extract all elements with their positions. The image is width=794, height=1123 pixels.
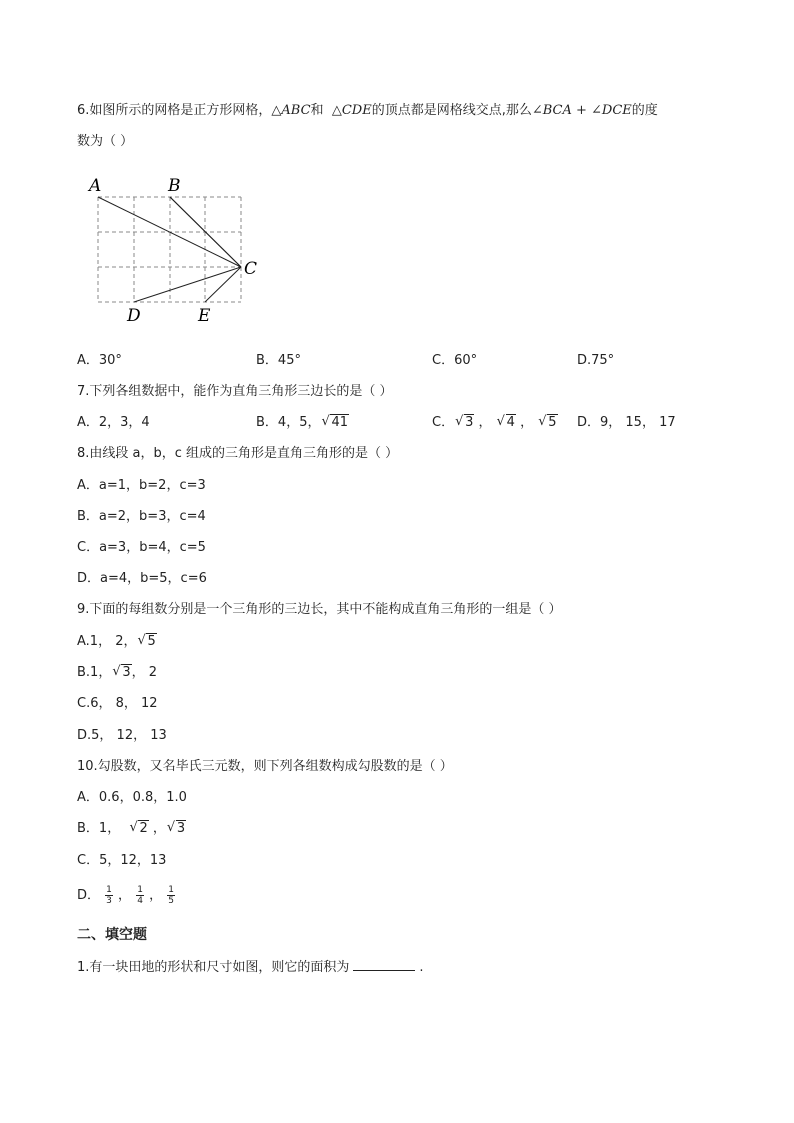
q8-option-c: C．a=3，b=4，c=5 [77, 540, 206, 555]
point-e-label: E [198, 306, 211, 326]
q9-option-a: A.1， 2，√ 5 [77, 633, 157, 651]
sqrt-4: √ 4 [497, 414, 516, 432]
q6-option-a: A．30° [77, 353, 122, 368]
q7-stem: 7.下列各组数据中，能作为直角三角形三边长的是（ ） [77, 384, 393, 399]
fraction-one-quarter: $\frac{1}{4}$ [137, 885, 143, 906]
q9-option-c: C.6， 8， 12 [77, 696, 158, 711]
q9-option-b: B.1，√ 3， 2 [77, 664, 157, 682]
triangle-cde: △CDE [331, 103, 372, 118]
q10-option-b: B．1， √ 2 ，√ 3 [77, 820, 186, 838]
q7-option-a: A．2，3，4 [77, 415, 150, 430]
q6-option-b: B．45° [256, 353, 301, 368]
q6-stem-line1: 6.如图所示的网格是正方形网格，△ABC和 △CDE的顶点都是网格线交点,那么∠BCA + ∠DCE的度 [77, 103, 658, 118]
sqrt-2: √ 2 [129, 820, 148, 838]
q7-option-d: D．9， 15， 17 [577, 415, 676, 430]
q7-option-b: B．4，5，√ 41 [256, 414, 349, 432]
q7-option-c: C．√ 3 ， √ 4 ， √ 5 [432, 414, 558, 432]
fraction-one-third: $\frac{1}{3}$ [106, 885, 112, 906]
grid-lines [98, 197, 241, 302]
q10-option-d: D． $\frac{1}{3}$ ， $\frac{1}{4}$ ， $\frac{1}{5}$ [77, 885, 174, 906]
point-d-label: D [127, 306, 141, 326]
fraction-one-fifth: $\frac{1}{5}$ [168, 885, 174, 906]
q10-stem: 10.勾股数，又名毕氏三元数，则下列各组数构成勾股数的是（ ） [77, 759, 453, 774]
answer-blank[interactable] [353, 957, 415, 971]
q9-option-d: D.5， 12， 13 [77, 728, 167, 743]
sqrt-5: √ 5 [137, 633, 156, 651]
sqrt-3: √ 3 [455, 414, 474, 432]
q10-option-a: A．0.6，0.8，1.0 [77, 790, 187, 805]
q8-option-a: A．a=1，b=2，c=3 [77, 478, 206, 493]
q8-option-d: D．a=4，b=5，c=6 [77, 571, 207, 586]
fill1-stem: 1.有一块田地的形状和尺寸如图，则它的面积为 . [77, 957, 424, 977]
section-fill-blank-title: 二、填空题 [77, 927, 147, 943]
triangle-abc: △ABC [271, 103, 311, 118]
point-b-label: B [168, 176, 181, 196]
sqrt-41: √ 41 [321, 414, 349, 432]
q8-stem: 8.由线段 a，b，c 组成的三角形是直角三角形的是（ ） [77, 446, 399, 461]
q8-option-b: B．a=2，b=3，c=4 [77, 509, 206, 524]
sqrt-3: √ 3 [167, 820, 186, 838]
q9-stem: 9.下面的每组数分别是一个三角形的三边长，其中不能构成直角三角形的一组是（ ） [77, 602, 562, 617]
point-c-label: C [244, 259, 258, 279]
q10-option-c: C．5，12，13 [77, 853, 167, 868]
q6-option-d: D.75° [577, 353, 615, 368]
sqrt-3: √ 3 [112, 664, 131, 682]
angle-expression: ∠BCA + ∠DCE [531, 103, 632, 118]
grid-figure [80, 170, 280, 330]
q6-stem-line2: 数为（ ） [77, 134, 134, 149]
point-a-label: A [89, 176, 102, 196]
sqrt-5: √ 5 [538, 414, 557, 432]
q6-option-c: C．60° [432, 353, 478, 368]
